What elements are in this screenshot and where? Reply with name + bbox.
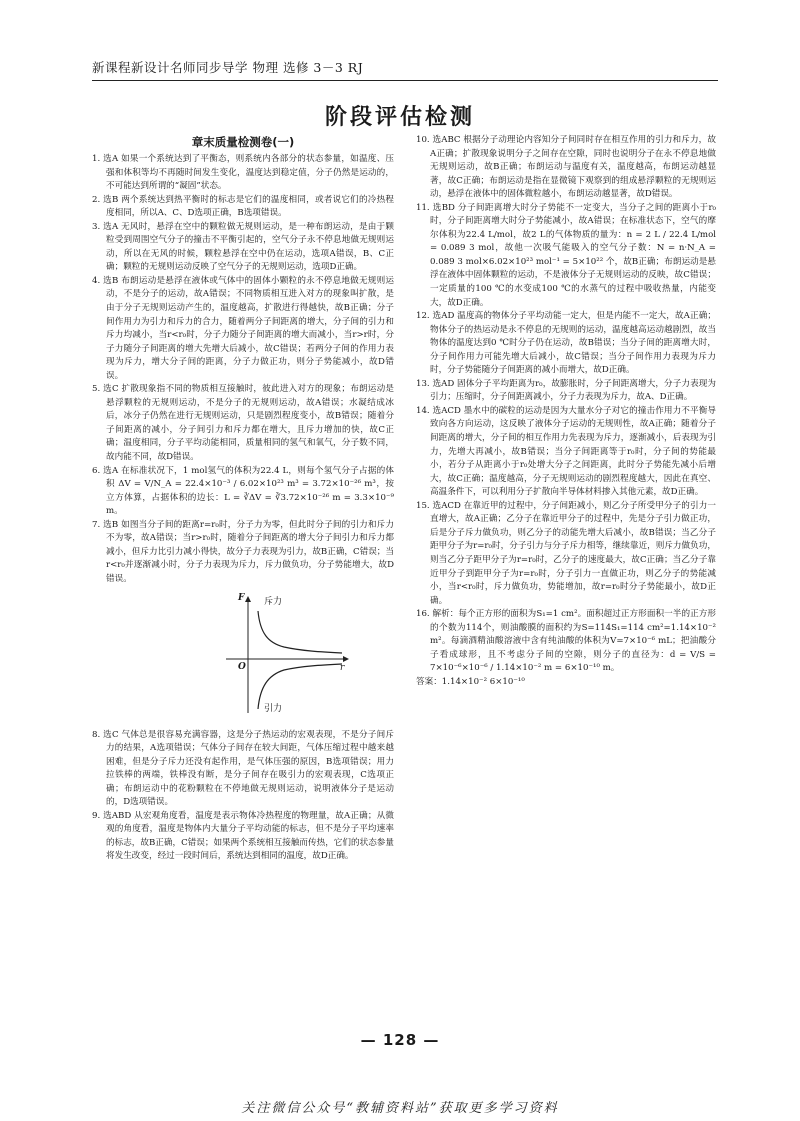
y-axis-label: F [238, 592, 245, 603]
repulsion-label: 斥力 [264, 596, 283, 607]
answer-item [92, 465, 394, 519]
left-column [92, 134, 394, 864]
answer-item [92, 153, 394, 194]
answer-text: 选ABD 从宏观角度看，温度是表示物体冷热程度的物理量，故A正确；从微观的角度看，温度是物体内大量分子平均动能的标志，但不是分子平均速率的标志，故B正确，C错误；如果两个系统相互接触而传热，它们的状态参量将发生改变，经过一段时间后，系统达到相同的温度，故D正确。 [103, 810, 394, 862]
right-answer-list [416, 134, 716, 689]
answer-text: 答案：1.14×10⁻² 6×10⁻¹⁰ [416, 676, 525, 687]
section-subtitle: 章末质量检测卷(一) [191, 135, 295, 149]
running-header: 新课程新设计名师同步导学 物理 选修 3－3 RJ [92, 60, 364, 75]
answer-item [416, 134, 716, 202]
answer-number: 12. [416, 311, 430, 322]
attraction-label: 引力 [264, 703, 283, 714]
answer-item [92, 729, 394, 810]
answer-text: 解析：每个正方形的面积为S₁=1 cm²。面积超过正方形面积一半的正方形的个数为114个，则油酸膜的面积约为S=114S₁=114 cm²=1.14×10⁻² m²。每滴酒精油酸溶液中含有纯油酸的体积为V=7×10⁻⁶ mL；把油酸分子看成球形，且不考虑分子间的空隙，则分子的直径为：d = V/S = 7×10⁻⁶×10⁻⁶ / 1.14×10⁻² m = 6×10⁻¹⁰ m。 [430, 609, 717, 674]
answer-item [92, 519, 394, 587]
answer-number: 2. [92, 194, 101, 205]
answer-number: 3. [92, 221, 101, 232]
attraction-curve [258, 662, 345, 709]
answer-item [416, 405, 716, 500]
origin-label: O [238, 661, 246, 672]
answer-number: 6. [92, 465, 101, 476]
answer-number: 8. [92, 729, 101, 740]
answer-item [416, 202, 716, 310]
answer-item [416, 500, 716, 608]
answer-item [92, 275, 394, 383]
right-column [416, 134, 716, 689]
header-rule [92, 80, 718, 81]
left-answer-list-continued [92, 729, 394, 864]
answer-text: 选B 布朗运动是悬浮在液体或气体中的固体小颗粒的永不停息地做无规则运动，不是分子的运动，故A错误；不同物质相互进入对方的现象叫扩散，是由于分子无规则运动产生的，温度越高，扩散进行得越快，故B正确；分子间作用力为引力和斥力的合力，随着两分子间距离的增大，分子间的引力和斥力均减小，当r<r₀时，分子力随分子间距离的增大而减小，当r>r时，分子力随分子间距离的增大先增大后减小，故C错误；若两分子间的作用力表现为斥力，增大分子间的距离，分子力做正功，则分子势能减小，故D错误。 [103, 275, 394, 381]
answer-item [92, 194, 394, 221]
answer-text: 选ABC 根据分子动理论内容知分子间同时存在相互作用的引力和斥力，故A正确；扩散现象说明分子之间存在空隙，同时也说明分子在永不停息地做无规则运动，故B正确；布朗运动与温度有关，温度越高，布朗运动越显著，故C正确；布朗运动是指在显微镜下观察到的组成悬浮颗粒的无规则运动，悬浮在液体中的固体微粒越小，布朗运动越显著，故D错误。 [430, 135, 716, 200]
answer-item [416, 676, 716, 690]
page-number: — 128 — [360, 1031, 440, 1049]
answer-text: 选C 扩散现象指不同的物质相互接触时，彼此进入对方的现象；布朗运动是悬浮颗粒的无规则运动，不是分子的无规则运动，故A错误；水凝结成冰后，冰分子仍然在进行无规则运动，只是剧烈程度变小，故B错误；随着分子间距离的减小，分子间引力和斥力都在增大，且斥力增加的快，故C正确；温度相同，分子平均动能相同，质量相同的氢气和氧气，分子数不同，故内能不同，故D错误。 [103, 384, 394, 463]
force-distance-figure [222, 591, 352, 719]
x-axis-label: r [340, 662, 345, 673]
answer-item [92, 383, 394, 464]
answer-item [92, 221, 394, 275]
left-answer-list [92, 153, 394, 587]
repulsion-curve [258, 611, 342, 653]
answer-item [416, 310, 716, 378]
page-title: 阶段评估检测 [324, 105, 475, 130]
answer-text: 选C 气体总是很容易充满容器，这是分子热运动的宏观表现，不是分子间斥力的结果，A选项错误；气体分子间存在较大间距，气体压缩过程中越来越困难，但是分子斥力还没有起作用，是气体压强的原因，B选项错误；用力拉铁棒的两端，铁棒没有断，是分子间存在吸引力的宏观表现，C选项正确；布朗运动中的花粉颗粒在不停地做无规则运动，说明液体分子是运动的，D选项错误。 [103, 729, 394, 808]
answer-text: 选AD 温度高的物体分子平均动能一定大，但是内能不一定大，故A正确；物体分子的热运动是永不停息的无规则的运动，温度越高运动越剧烈，故当物体的温度达到0 ℃时分子仍在运动，故B错误；当分子间的距离增大时，分子间作用力可能先增大后减小，故C错误；当分子间作用力表现为斥力时，分子势能随分子间距离的减小而增大，故D正确。 [430, 311, 716, 376]
answer-number: 15. [416, 500, 430, 511]
answer-number: 14. [416, 405, 430, 416]
answer-number: 11. [416, 202, 430, 213]
answer-text: 选A 在标准状况下，1 mol氢气的体积为22.4 L，则每个氢气分子占据的体积 ΔV = V/N_A = 22.4×10⁻³ / 6.02×10²³ m³ = 3.72×10⁻²⁶ m³，按立方体算，占据体积的边长：L = ∛ΔV = ∛3.72×10⁻²⁶ m = 3.3×10⁻⁹ m。 [103, 465, 394, 517]
answer-number: 13. [416, 378, 430, 389]
answer-text: 选B 如图当分子间的距离r=r₀时，分子力为零，但此时分子间的引力和斥力不为零，故A错误；当r>r₀时，随着分子间距离的增大分子间引力和斥力都减小，但斥力比引力减小得快，故分子力表现为引力，故B正确，C错误；当r<r₀并逐渐减小时，分子力表现为斥力，斥力做负功，分子势能增大，故D错误。 [103, 519, 394, 584]
answer-item [92, 810, 394, 864]
answer-text: 选AD 固体分子平均距离为r₀，故膨胀时，分子间距离增大，分子力表现为引力；压缩时，分子间距离减小，分子力表现为斥力，故A、D正确。 [430, 378, 716, 403]
answer-text: 选B 两个系统达到热平衡时的标志是它们的温度相同，或者说它们的冷热程度相同，所以A、C、D选项正确，B选项错误。 [103, 194, 394, 219]
answer-text: 选ACD 墨水中的碳粒的运动是因为大量水分子对它的撞击作用力不平衡导致向各方向运动，这反映了液体分子运动的无规则性，故A正确；随着分子间距离的增大，分子间的相互作用力先表现为斥力，逐渐减小，后表现为引力，先增大再减小，故B错误；当分子间距离等于r₀时，分子间的势能最小，若分子从距离小于r₀处增大分子之间距离，此时分子势能先减小后增大，故C正确；温度越高，分子无规则运动的剧烈程度越大，因此在真空、高温条件下，可以利用分子扩散向半导体材料掺入其他元素，故D正确。 [430, 405, 716, 498]
answer-text: 选A 如果一个系统达到了平衡态，则系统内各部分的状态参量，如温度、压强和体积等均不再随时间发生变化，温度达到稳定值，分子仍然是运动的，不可能达到所谓的“凝固”状态。 [103, 154, 394, 192]
force-graph [222, 591, 352, 719]
answer-number: 1. [92, 154, 101, 164]
answer-number: 16. [416, 609, 430, 620]
answer-item [416, 378, 716, 405]
answer-text: 选BD 分子间距离增大时分子势能不一定变大，当分子之间的距离小于r₀时，分子间距离增大时分子势能减小，故A错误；在标准状态下，空气的摩尔体积为22.4 L/mol，故2 L的气体物质的量为：n = 2 L / 22.4 L/mol = 0.089 3 mol，故他一次吸气能吸入的空气分子数：N = n·N_A = 0.089 3 mol×6.02×10²³ mol⁻¹ = 5×10²² 个，故B正确；布朗运动是悬浮在液体中固体颗粒的运动，不是液体分子无规则运动的反映，故C错误；一定质量的100 ℃的水变成100 ℃的水蒸气的过程中吸收热量，内能变大，故D正确。 [430, 202, 717, 308]
answer-item [416, 608, 716, 676]
answer-number: 5. [92, 384, 101, 395]
answer-text: 选ACD 在靠近甲的过程中，分子间距减小，则乙分子所受甲分子的引力一直增大，故A正确；乙分子在靠近甲分子的过程中，先是分子引力做正功，后是分子斥力做负功，则乙分子的动能先增大后减小，故B错误；当乙分子距甲分子为r=r₀时，分子引力与分子斥力相等，继续靠近，则斥力做负功，则当乙分子距甲分子为r=r₀时，乙分子的速度最大，故C正确；当乙分子靠近甲分子到距甲分子为r=r₀时，分子引力一直做正功，则乙分子的势能减小，当r<r₀时，斥力做负功，势能增加，故r=r₀时分子势能最小，故D正确。 [430, 500, 716, 606]
answer-number: 9. [92, 810, 101, 821]
answer-number: 7. [92, 519, 101, 530]
footer-note: 关注微信公众号“教辅资料站”获取更多学习资料 [241, 1101, 559, 1116]
answer-number: 4. [92, 275, 101, 286]
answer-number: 10. [416, 135, 430, 145]
answer-text: 选A 无风时，悬浮在空中的颗粒做无规则运动，是一种布朗运动，是由于颗粒受到周围空气分子的撞击不平衡引起的，空气分子永不停息地做无规则运动，所以在无风的时候，颗粒悬浮在空中仍在运动，选项A错误，B、C正确；颗粒的无规则运动反映了空气分子的无规则运动，选项D正确。 [103, 221, 394, 273]
